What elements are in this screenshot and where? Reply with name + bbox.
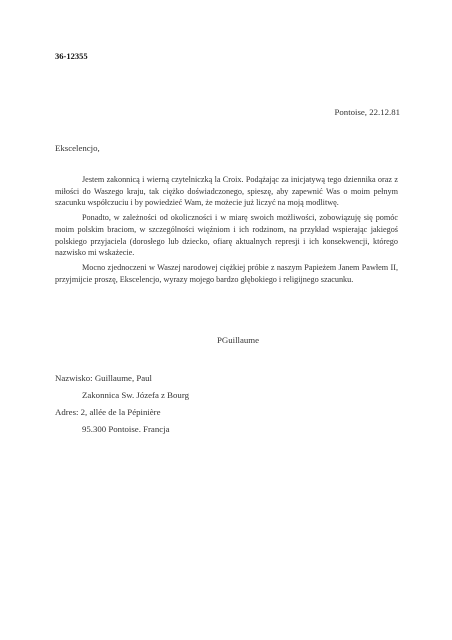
sender-name: Nazwisko: Guillaume, Paul [55, 373, 152, 383]
salutation: Ekscelencjo, [55, 143, 100, 153]
letter-date: Pontoise, 22.12.81 [334, 107, 400, 117]
signature: PGuillaume [216, 335, 260, 345]
letter-body [55, 174, 398, 289]
sender-order: Zakonnica Sw. Józefa z Bourg [82, 390, 189, 400]
signature-block [0, 335, 452, 345]
body-paragraph-2: Ponadto, w zależności od okoliczności i w miarę swoich możliwości, zobowiązuję się pomóc moim polskim braciom, w szczególności więźniom i ich rodzinom, na przykład wspierając jakiegoś polskiego przyjaciela (dorosłego lub dziecko, ofiarę aktualnych represji i ich konsekwencji, którego nazwisko mi wskażecie. [55, 213, 398, 258]
document-number: 36-12355 [55, 51, 88, 61]
sender-city: 95.300 Pontoise. Francja [82, 424, 170, 434]
body-paragraph-1: Jestem zakonnicą i wierną czytelniczką la Croix. Podążając za inicjatywą tego dziennika oraz z miłości do Waszego kraju, tak ciężko doświadczonego, spieszę, aby zapewnić Was o moim pełnym szacunku współczuciu i by powiedzieć Wam, że możecie już liczyć na moją modlitwę. [55, 175, 398, 208]
body-paragraph-3: Mocno zjednoczeni w Waszej narodowej ciężkiej próbie z naszym Papieżem Janem Pawłem II, przyjmijcie proszę, Ekscelencjo, wyrazy mojego bardzo głębokiego i religijnego szacunku. [55, 263, 398, 284]
sender-address: Adres: 2, allée de la Pépinière [55, 407, 161, 417]
